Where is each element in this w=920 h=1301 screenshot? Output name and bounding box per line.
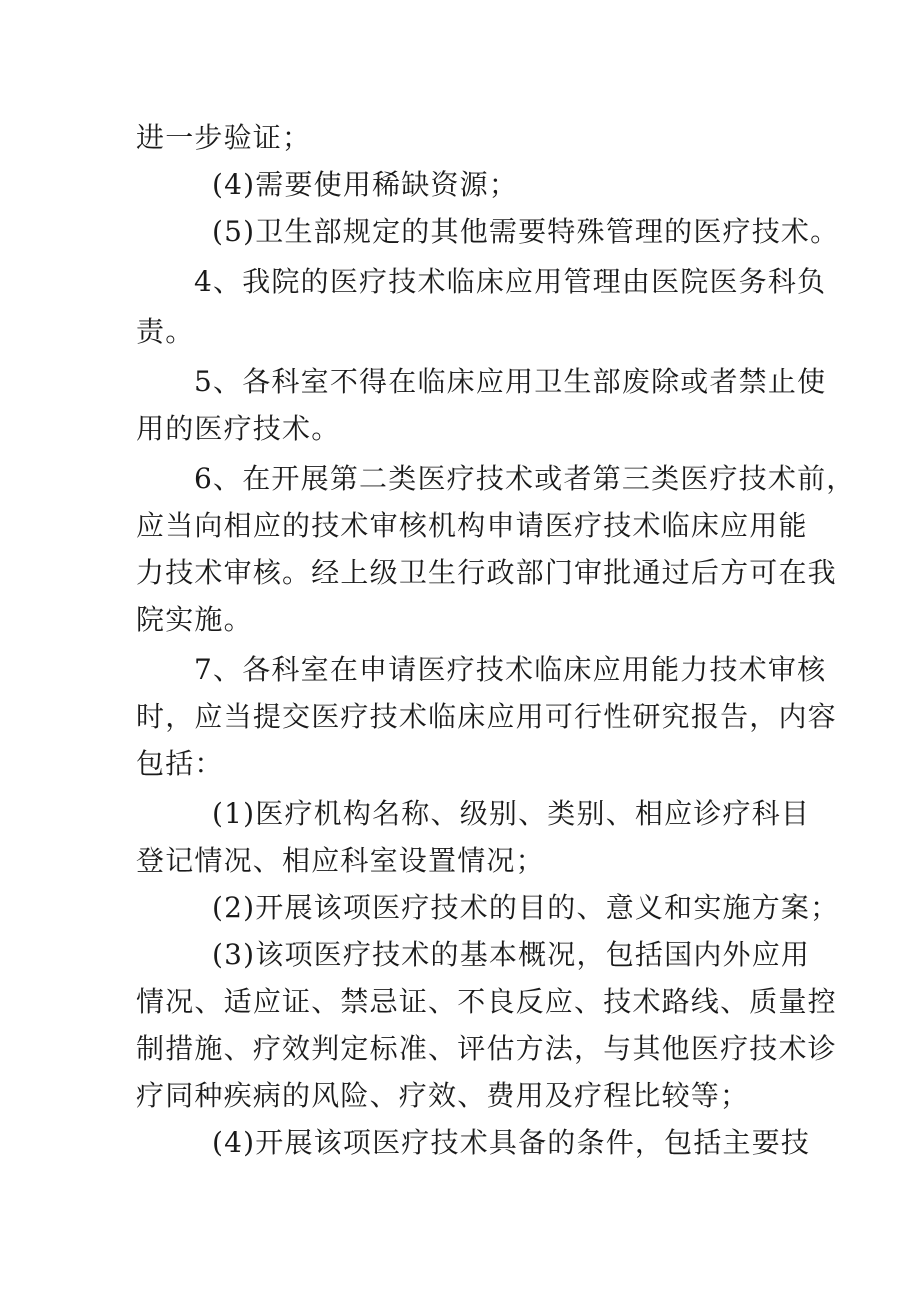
text-line: 用的医疗技术。 (136, 412, 341, 445)
text-line: 疗同种疾病的风险、疗效、费用及疗程比较等； (136, 1079, 750, 1112)
text-line: ( 1 ) 医 疗 机 构 名 称 、 级 别 、 类 别 、 相 应 诊 疗 科 目 (212, 797, 811, 830)
text-line: 力 技 术 审 核 。 经 上 级 卫 生 行 政 部 门 审 批 通 过 后 方 可 在 我 (136, 556, 837, 589)
text-line: 责。 (136, 315, 195, 348)
text-line: 5 、 各 科 室 不 得 在 临 床 应 用 卫 生 部 废 除 或 者 禁 止 使 (194, 365, 827, 398)
text-line: (4)需要使用稀缺资源； (212, 168, 519, 201)
text-line: 6 、 在 开 展 第 二 类 医 疗 技 术 或 者 第 三 类 医 疗 技 术 前 ， (194, 462, 856, 495)
text-line: 院实施。 (136, 603, 253, 636)
text-line: ( 4 ) 开 展 该 项 医 疗 技 术 具 备 的 条 件 ， 包 括 主 要 技 (212, 1126, 811, 1159)
text-line: 制 措 施 、 疗 效 判 定 标 准 、 评 估 方 法 ， 与 其 他 医 疗 技 术 诊 (136, 1032, 837, 1065)
text-line: 情 况 、 适 应 证 、 禁 忌 证 、 不 良 反 应 、 技 术 路 线 、 质 量 控 (136, 985, 837, 1018)
text-line: ( 3 ) 该 项 医 疗 技 术 的 基 本 概 况 ， 包 括 国 内 外 应 用 (212, 938, 811, 971)
text-line: 7 、 各 科 室 在 申 请 医 疗 技 术 临 床 应 用 能 力 技 术 审 核 (194, 653, 827, 686)
text-line: 包括： (136, 747, 224, 780)
text-line: ( 5 ) 卫 生 部 规 定 的 其 他 需 要 特 殊 管 理 的 医 疗 技 术 。 (212, 215, 840, 248)
text-line: 时 ， 应 当 提 交 医 疗 技 术 临 床 应 用 可 行 性 研 究 报 告 ， 内 容 (136, 700, 837, 733)
text-line: 应 当 向 相 应 的 技 术 审 核 机 构 申 请 医 疗 技 术 临 床 应 用 能 (136, 509, 808, 542)
text-line: ( 2 ) 开 展 该 项 医 疗 技 术 的 目 的 、 意 义 和 实 施 方 案 ； (212, 891, 840, 924)
text-line: 登记情况、相应科室设置情况； (136, 844, 545, 877)
text-line: 进一步验证； (136, 121, 312, 154)
text-line: 4 、 我 院 的 医 疗 技 术 临 床 应 用 管 理 由 医 院 医 务 科 负 (194, 265, 827, 298)
